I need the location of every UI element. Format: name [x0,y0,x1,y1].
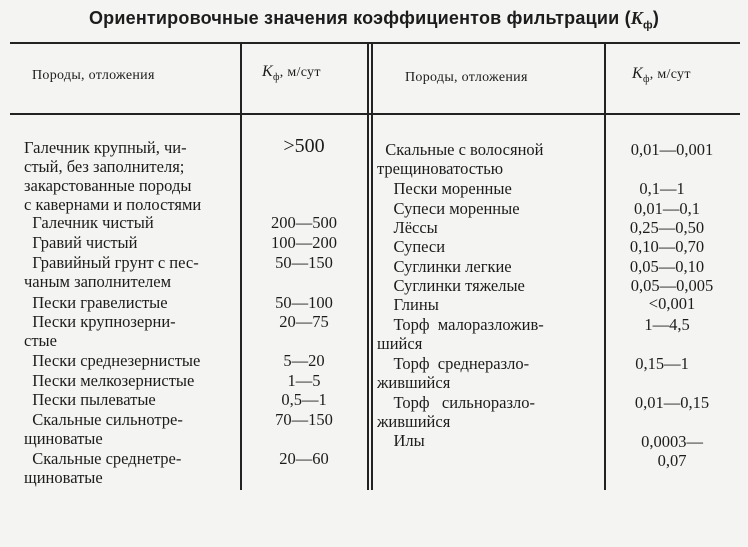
col-divider-left [240,42,242,490]
left-value-2: 100—200 [271,233,337,252]
left-name-0: Галечник крупный, чи- стый, без заполнителя; закарстованные породы с кавернами и полостями [24,138,202,214]
table-title: Ориентировочные значения коэффициентов фильтрации $(K_ф)$ [88,8,660,32]
center-divider-b [371,42,373,490]
left-name-10: Скальные среднетре- щиноватые [24,449,182,487]
left-value-10: 20—60 [279,449,329,468]
k-symbol: K [632,65,643,82]
left-value-3: 50—150 [275,253,333,272]
right-name-0: Скальные с волосяной трещиноватостью [377,140,544,178]
right-name-1: Пески моренные [377,179,512,198]
left-name-9: Скальные сильнотре- щиноватые [24,410,183,448]
left-value-4: 50—100 [275,293,333,312]
left-value-1: 200—500 [271,213,337,232]
header-k-left [262,63,321,83]
right-value-7: <0,001 [648,294,696,313]
k-subscript: ф [642,73,650,85]
center-divider-a [367,42,369,490]
k-unit: , м/сут [279,65,321,80]
right-value-6: 0,05—0,005 [630,276,714,295]
right-value-8: 1—4,5 [644,315,690,334]
right-value-0: 0,01—0,001 [630,140,714,159]
left-name-2: Гравий чистый [24,233,138,252]
left-name-7: Пески мелкозернистые [24,371,195,390]
right-name-5: Суглинки легкие [377,257,512,276]
left-name-4: Пески гравелистые [24,293,168,312]
right-value-1: 0,1—1 [639,179,685,198]
right-name-11: Илы [377,431,425,450]
right-name-7: Глины [377,295,439,314]
header-rule [10,113,740,115]
left-value-7: 1—5 [287,371,321,390]
left-name-6: Пески среднезернистые [24,351,201,370]
right-value-11: 0,0003— 0,07 [641,432,703,470]
left-value-6: 5—20 [283,351,325,370]
header-rock-left: Породы, отложения [32,68,155,83]
left-value-5: 20—75 [279,312,329,331]
right-name-8: Торф малоразложив- шийся [377,315,544,353]
right-name-3: Лёссы [377,218,438,237]
right-value-2: 0,01—0,1 [634,199,700,218]
left-name-1: Галечник чистый [24,213,154,232]
left-name-3: Гравийный грунт с пес- чаным заполнителем [24,253,199,291]
k-unit: , м/сут [649,67,691,82]
header-rock-right: Породы, отложения [405,70,528,85]
col-divider-right [604,42,606,490]
top-rule [10,42,740,44]
left-value-0: >500 [283,135,325,157]
title-subscript: ф [643,19,653,32]
left-value-8: 0,5—1 [281,390,327,409]
k-symbol: K [262,63,273,80]
right-value-10: 0,01—0,15 [634,393,710,412]
right-value-5: 0,05—0,10 [629,257,705,276]
header-k-right [632,65,691,85]
left-value-9: 70—150 [275,410,333,429]
right-value-3: 0,25—0,50 [629,218,705,237]
right-value-4: 0,10—0,70 [629,237,705,256]
right-name-2: Супеси моренные [377,199,520,218]
right-name-9: Торф среднеразло- жившийся [377,354,530,392]
k-subscript: ф [272,71,280,83]
left-name-5: Пески крупнозерни- стые [24,312,176,350]
right-value-9: 0,15—1 [635,354,689,373]
right-name-4: Супеси [377,237,446,256]
right-name-10: Торф сильноразло- жившийся [377,393,535,431]
title-symbol: K [630,8,643,28]
right-name-6: Суглинки тяжелые [377,276,525,295]
left-name-8: Пески пылеватые [24,390,156,409]
title-text: Ориентировочные значения коэффициентов фильтрации [88,8,620,28]
